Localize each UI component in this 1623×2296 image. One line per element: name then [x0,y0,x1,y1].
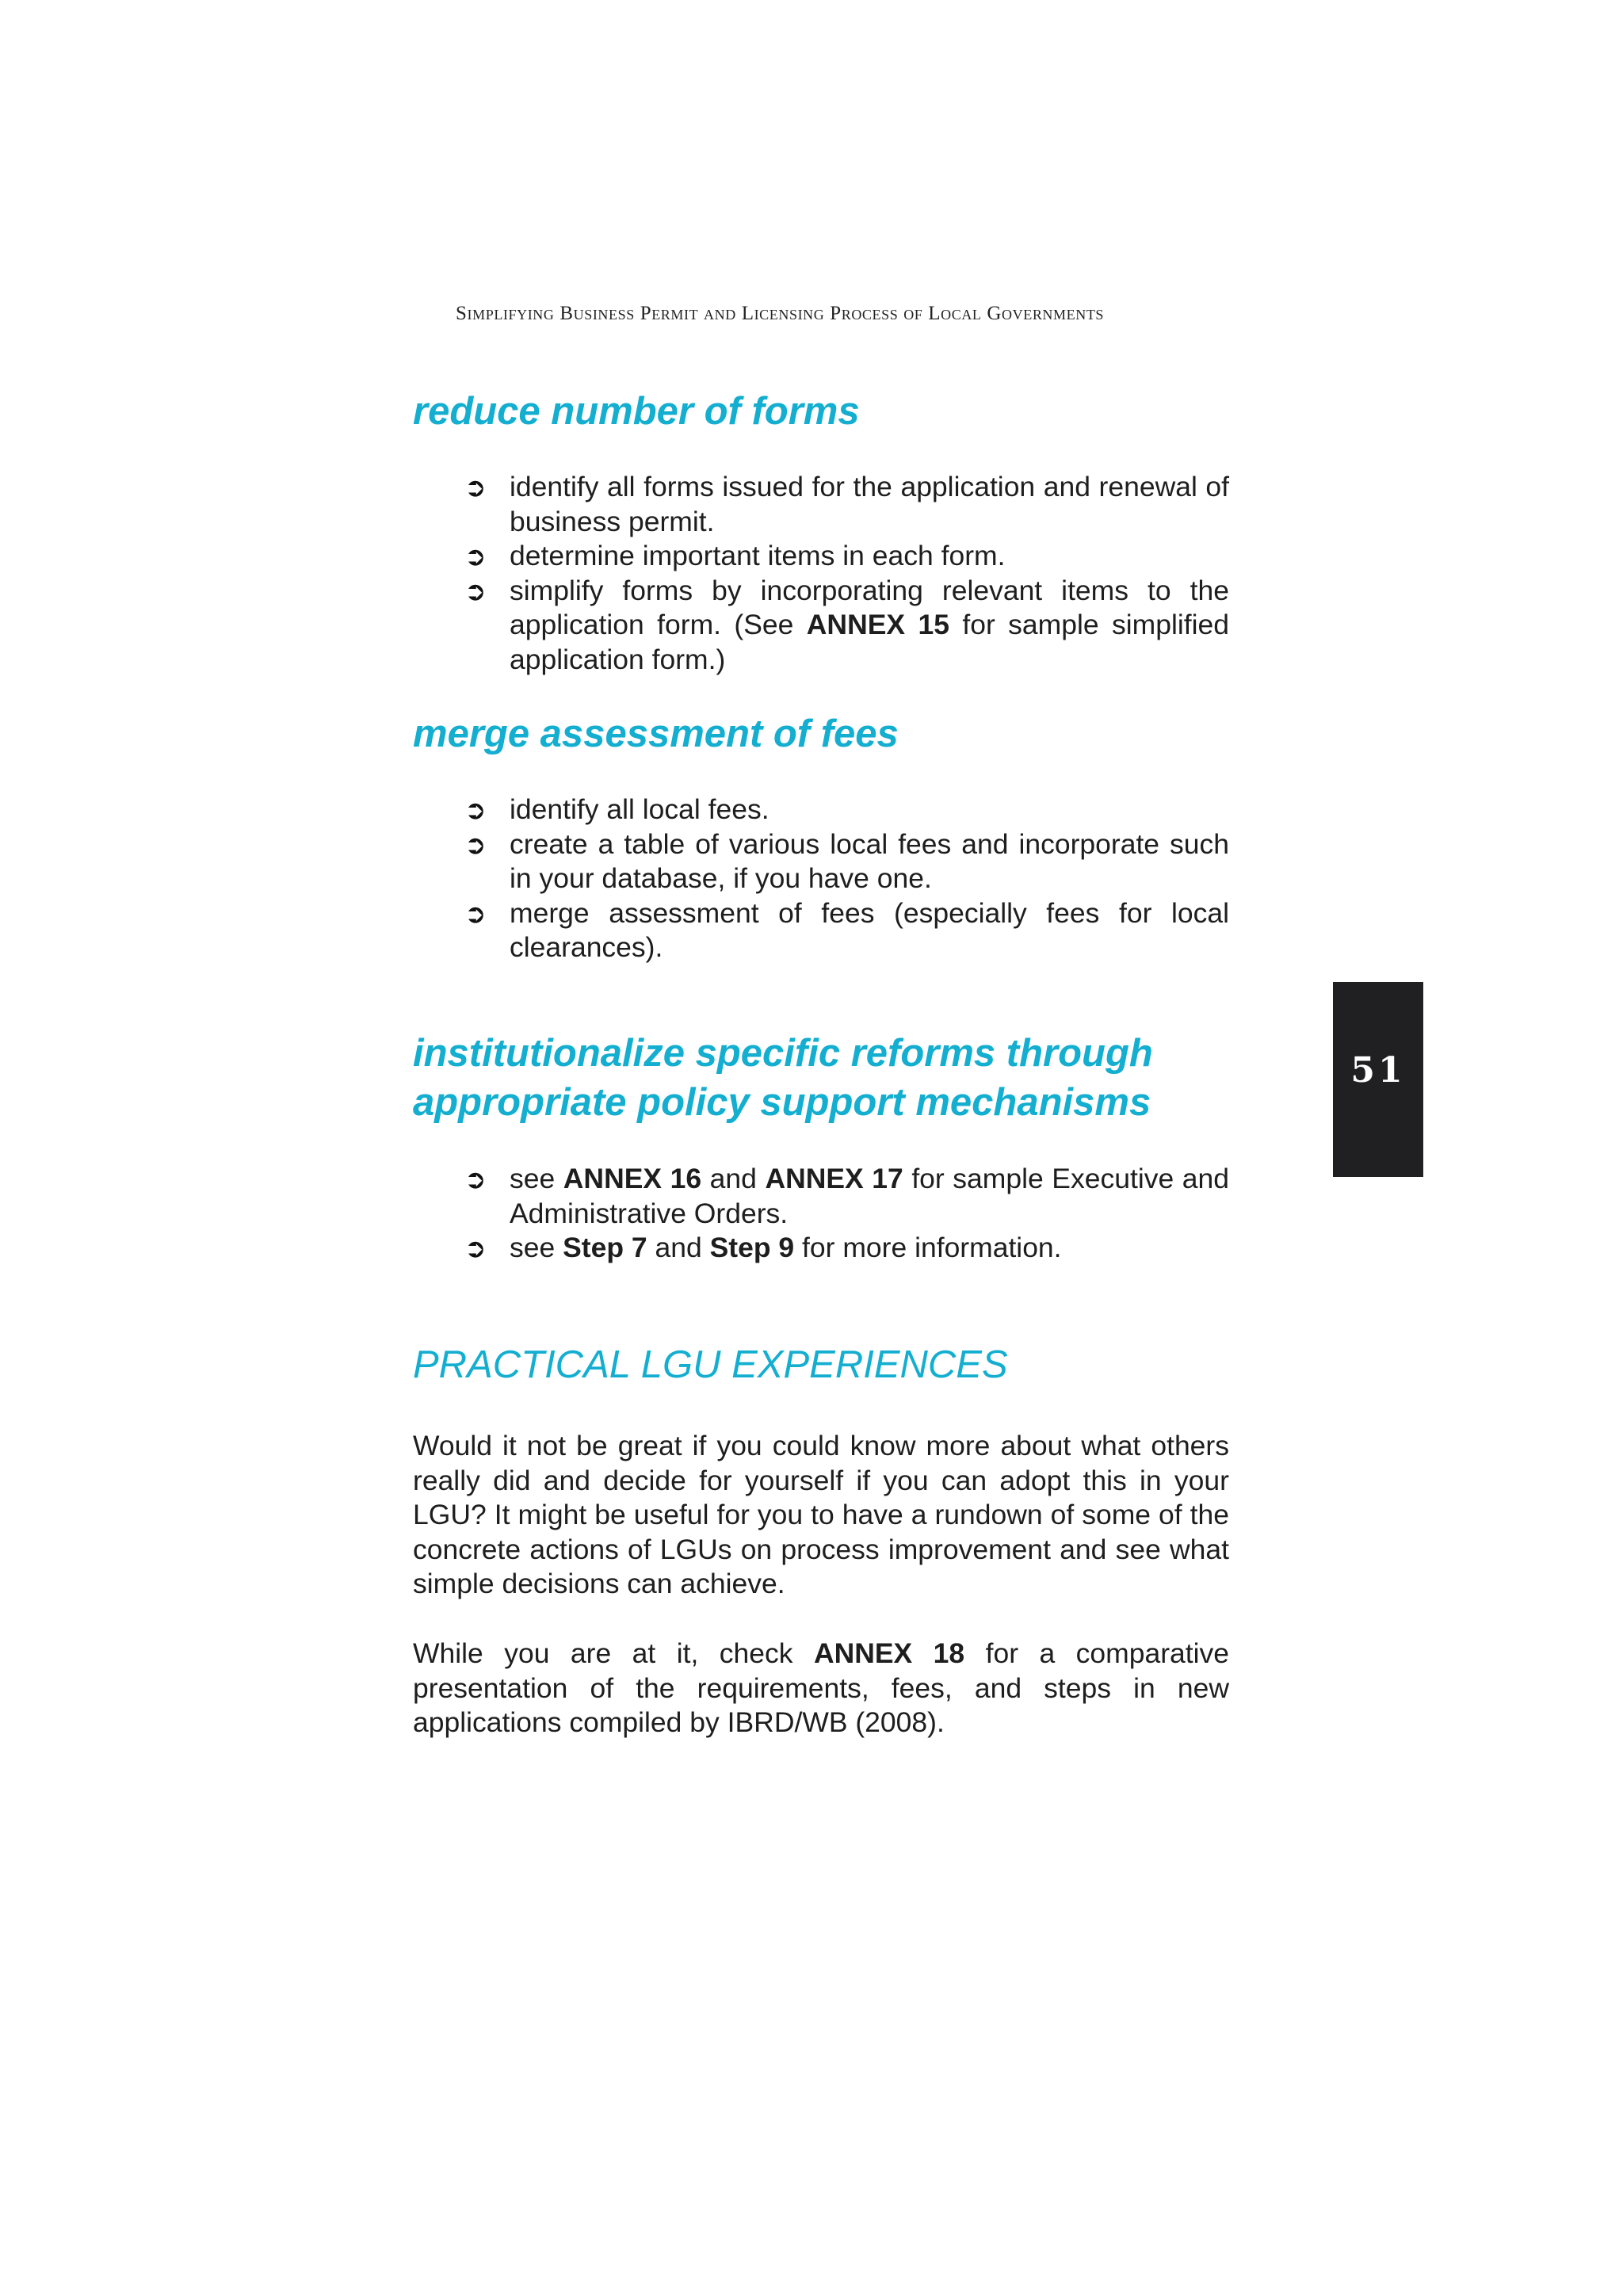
list-item [413,1231,1229,1266]
bullet-list-merge-fees [413,793,1229,965]
heading-line: institutionalize specific reforms through [413,1032,1153,1075]
bullet-list-institutionalize [413,1162,1229,1266]
arrow-right-circle-icon: ➲ [464,1232,487,1263]
page-number: 51 [1350,1050,1406,1091]
list-item [413,470,1229,539]
step-reference: Step 7 [563,1232,647,1263]
arrow-right-circle-icon: ➲ [464,1163,487,1194]
bullet-text: identify all local fees. [510,793,769,825]
arrow-right-circle-icon: ➲ [464,897,487,929]
list-item [413,574,1229,678]
paragraph-text: for a comparative presentation of the requirements, fees, and steps in new applications compiled by IBRD/WB (2008). [413,1637,1230,1738]
section-heading-practical: PRACTICAL LGU EXPERIENCES [413,1343,1008,1386]
bullet-text: see [510,1232,563,1263]
bullet-list-reduce-forms [413,470,1229,677]
bullet-text: for more information. [794,1232,1062,1263]
section-heading-reduce-forms: reduce number of forms [413,390,860,433]
arrow-right-circle-icon: ➲ [464,541,487,571]
list-item [413,896,1229,965]
list-item [413,539,1229,574]
paragraph-text: While you are at it, check [413,1637,814,1669]
list-item [413,827,1229,896]
annex-reference: ANNEX 17 [765,1163,903,1194]
bullet-text: create a table of various local fees and incorporate such in your database, if you have one. [510,827,1229,894]
running-header: Simplifying Business Permit and Licensing Process of Local Governments [456,303,1105,324]
bullet-text: for sample Executive and Administrative Orders. [510,1163,1229,1229]
bullet-text: and [701,1163,766,1194]
annex-reference: ANNEX 16 [563,1163,702,1194]
bullet-text: identify all forms issued for the application and renewal of business permit. [510,471,1229,537]
heading-line: appropriate policy support mechanisms [413,1081,1151,1124]
bullet-text: and [647,1232,710,1263]
step-reference: Step 9 [709,1232,795,1263]
annex-reference: ANNEX 18 [813,1637,965,1669]
arrow-right-circle-icon: ➲ [464,575,487,606]
list-item [413,1162,1229,1231]
bullet-text: see [510,1163,563,1194]
page-number-tab [1333,982,1423,1177]
arrow-right-circle-icon: ➲ [464,828,487,860]
arrow-right-circle-icon: ➲ [464,472,487,502]
section-heading-merge-fees: merge assessment of fees [413,712,899,755]
practical-paragraph-2 [413,1637,1229,1740]
bullet-text: for sample simplified application form.) [510,609,1229,675]
section-heading-institutionalize [413,1029,1229,1127]
bullet-text: merge assessment of fees (especially fees for local clearances). [510,896,1229,963]
list-item [413,793,1229,827]
annex-reference: ANNEX 15 [806,609,949,640]
practical-paragraph-1: Would it not be great if you could know more about what others really did and decide for yourself if you can adopt this in your LGU? It might be useful for you to have a rundown of some of the concrete actions of LGUs on process improvement and see what simple decisions can achieve. [413,1430,1229,1599]
bullet-text: determine important items in each form. [510,540,1006,571]
arrow-right-circle-icon: ➲ [464,794,487,825]
bullet-text: simplify forms by incorporating relevant items to the application form. (See [510,574,1229,640]
